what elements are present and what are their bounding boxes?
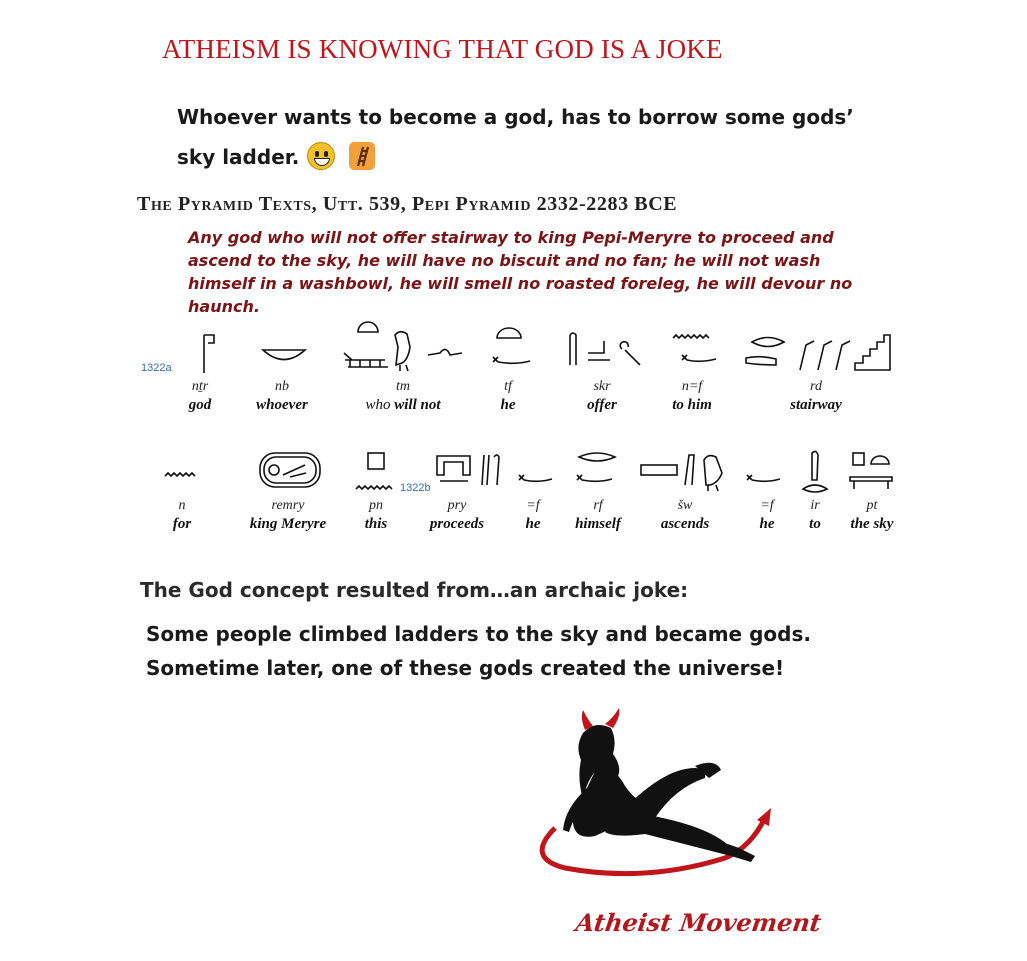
transliteration: rd	[810, 379, 822, 394]
intro-text	[177, 97, 854, 177]
pyramid-text-quote: Any god who will not offer stairway to king Pepi-Meryre to proceed and ascend to the sky, he will have no biscuit and no fan; he will not wash himself in a washbowl, he will smell no roasted foreleg, he will devour no haunch.	[188, 228, 853, 316]
gloss: this	[364, 516, 388, 532]
transliteration: =f	[760, 498, 774, 513]
word-7	[661, 497, 709, 533]
conclusion-heading: The God concept resulted from…an archaic joke:	[140, 578, 689, 602]
transliteration: rf	[593, 498, 603, 513]
word-4	[501, 378, 516, 414]
intro-line-1: Whoever wants to become a god, has to borrow some gods’	[177, 105, 854, 129]
gloss: king Meryre	[249, 516, 327, 532]
intro-line-2-text: sky ladder.	[177, 145, 300, 169]
gloss: ascends	[660, 516, 710, 532]
gloss: to	[809, 516, 821, 532]
transliteration: ir	[810, 498, 820, 513]
conclusion-line-3: Sometime later, one of these gods created the universe!	[146, 656, 785, 680]
word-7	[790, 378, 842, 414]
transliteration: =f	[526, 498, 540, 513]
atheist-movement-logo-text: Atheist Movement	[573, 908, 824, 937]
word-6	[672, 378, 712, 414]
gloss	[365, 396, 440, 414]
verse-number-1322b: 1322b	[400, 482, 431, 494]
gloss: to him	[672, 397, 712, 413]
gloss: god	[188, 397, 212, 413]
transliteration: remry	[271, 498, 305, 513]
word-10	[851, 497, 894, 533]
transliteration: tm	[395, 379, 410, 394]
word-3	[365, 497, 388, 533]
gloss: he	[759, 516, 775, 532]
transliteration: n=f	[681, 379, 703, 394]
word-1	[189, 378, 212, 414]
gloss: himself	[575, 516, 621, 532]
transliteration: nṯr	[191, 379, 209, 394]
source-heading: The Pyramid Texts, Utt. 539, Pepi Pyramid 2332-2283 BCE	[137, 193, 678, 215]
gloss: he	[500, 397, 516, 413]
gloss-row-2	[0, 497, 1027, 537]
gloss-plain: who	[365, 397, 391, 413]
page-title: ATHEISM IS KNOWING THAT GOD IS A JOKE	[162, 34, 723, 64]
word-2	[250, 497, 326, 533]
devil-silhouette-logo	[525, 708, 785, 888]
gloss-bold: will not	[394, 397, 441, 413]
gloss: proceeds	[429, 516, 485, 532]
word-9	[809, 497, 821, 533]
hieroglyph-row-1	[0, 325, 1027, 380]
word-8	[760, 497, 775, 533]
gloss: for	[172, 516, 192, 532]
gloss-row-1	[0, 378, 1027, 418]
gloss: whoever	[256, 397, 308, 413]
hieroglyph-row-2	[0, 445, 1027, 497]
gloss: stairway	[790, 397, 842, 413]
transliteration: pt	[866, 498, 878, 513]
transliteration: šw	[677, 498, 693, 513]
grinning-face-icon	[307, 142, 335, 170]
transliteration: skr	[593, 379, 611, 394]
gloss: the sky	[850, 516, 894, 532]
transliteration: nb	[274, 379, 289, 394]
word-4	[430, 497, 484, 533]
gloss: he	[525, 516, 541, 532]
verse-number-1322a: 1322a	[141, 362, 172, 374]
word-2	[256, 378, 308, 414]
transliteration: n	[178, 498, 186, 513]
ladder-icon	[349, 142, 375, 170]
transliteration: tf	[504, 379, 512, 394]
transliteration: pn	[368, 498, 383, 513]
conclusion-body	[146, 617, 811, 685]
gloss: offer	[587, 397, 617, 413]
conclusion-line-2: Some people climbed ladders to the sky and became gods.	[146, 622, 811, 646]
word-6	[575, 497, 621, 533]
word-5	[526, 497, 541, 533]
word-3	[365, 378, 440, 414]
word-5	[587, 378, 617, 414]
transliteration: pry	[447, 498, 467, 513]
word-1	[173, 497, 191, 533]
intro-line-2	[177, 137, 854, 177]
